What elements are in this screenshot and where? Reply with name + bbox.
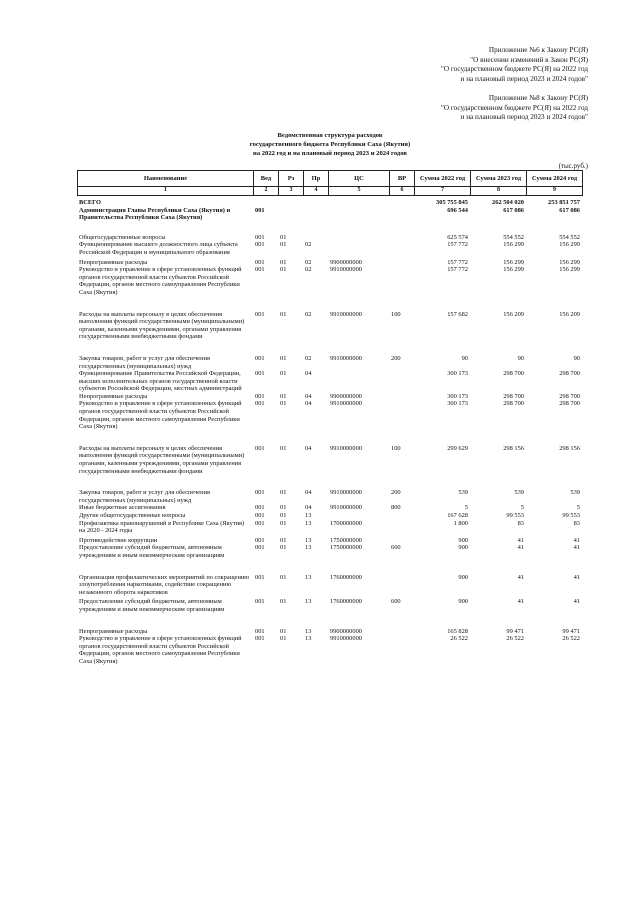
appendix-line: и на плановый период 2023 и 2024 годов"	[460, 113, 588, 121]
cell-rz: 01	[280, 519, 287, 527]
cell-sum-2023: 99 471	[506, 627, 524, 635]
column-number: 7	[415, 187, 471, 196]
cell-sum-2022: 165 828	[447, 627, 468, 635]
cell-pr: 02	[305, 266, 312, 274]
cell-rz: 01	[280, 573, 287, 581]
cell-sum-2022: 300 173	[447, 392, 468, 400]
table-row	[77, 355, 582, 370]
cell-sum-2022: 157 772	[447, 258, 468, 266]
cell-rz: 01	[280, 310, 287, 318]
cell-sum-2022: 157 772	[447, 266, 468, 274]
column-number: 6	[390, 187, 415, 196]
column-header: ВР	[390, 171, 415, 187]
row-name: Руководство и управление в сфере установленных функций органов государственной власти субъектов Российской Федерации, органов местного самоуправления Республики Саха (Якутия)	[79, 400, 242, 431]
cell-sum-2024: 156 299	[559, 241, 580, 249]
row-name: Администрация Главы Республики Саха (Якутия) и Правительства Республики Саха (Якутия)	[79, 206, 231, 222]
row-name: Функционирование Правительства Российской Федерации, высших исполнительных органов государственной власти субъектов Российской Федерации, местных администраций	[79, 370, 242, 393]
row-name: Другие общегосударственные вопросы	[79, 512, 186, 519]
spacer-cell	[77, 560, 582, 574]
cell-sum-2024: 156 299	[559, 258, 580, 266]
row-spacer	[77, 297, 582, 311]
cell-sum-2023: 539	[514, 489, 524, 497]
cell-cs: 9900000000	[330, 627, 362, 635]
cell-rz: 01	[280, 512, 287, 519]
table-row	[77, 234, 582, 242]
row-name: Непрограммные расходы	[79, 392, 148, 400]
table-row	[77, 574, 582, 597]
spacer-cell	[77, 341, 582, 355]
cell-ved	[253, 199, 278, 207]
cell-sum-2023: 41	[517, 573, 524, 581]
cell-pr: 13	[305, 536, 312, 544]
cell-cs	[328, 199, 389, 207]
cell-cs	[328, 234, 389, 242]
cell-sum-2024: 253 851 757	[548, 199, 580, 206]
cell-rz: 01	[280, 370, 287, 378]
row-name: Непрограммные расходы	[79, 258, 148, 266]
cell-sum-2022: 157 682	[447, 310, 468, 318]
row-spacer	[77, 431, 582, 445]
cell-rz	[278, 207, 303, 222]
column-number: 5	[329, 187, 390, 196]
cell-pr: 02	[305, 310, 312, 318]
column-header: ЦС	[329, 171, 390, 187]
cell-ved: 001	[255, 241, 265, 249]
column-header: Наименование	[78, 171, 254, 187]
cell-vr	[389, 234, 414, 242]
cell-ved: 001	[255, 392, 265, 400]
cell-sum-2022: 300 173	[447, 370, 468, 378]
appendix-8-header	[441, 94, 588, 123]
cell-vr: 200	[391, 354, 401, 362]
spacer-cell	[77, 297, 582, 311]
column-number: 8	[471, 187, 527, 196]
cell-sum-2024: 539	[570, 489, 580, 497]
cell-cs	[328, 512, 389, 520]
cell-sum-2022: 539	[458, 489, 468, 497]
cell-sum-2022: 900	[458, 544, 468, 552]
cell-pr: 04	[305, 504, 312, 512]
cell-pr: 04	[305, 370, 312, 378]
row-name: Иные бюджетные ассигнования	[79, 504, 166, 512]
cell-ved: 001	[255, 370, 265, 378]
cell-sum-2023: 156 209	[503, 310, 524, 318]
cell-sum-2024: 26 522	[562, 635, 580, 643]
cell-cs	[328, 207, 389, 222]
cell-pr: 02	[305, 258, 312, 266]
cell-sum-2024: 156 299	[559, 266, 580, 274]
cell-sum-2023: 83	[517, 519, 524, 527]
cell-cs: 1700000000	[330, 519, 362, 527]
cell-cs: 9910000000	[330, 266, 362, 274]
cell-sum-2022: 625 574	[447, 233, 468, 241]
cell-ved: 001	[255, 573, 265, 581]
table-row	[77, 259, 582, 267]
row-name: Расходы на выплаты персоналу в целях обеспечения выполнения функций государственными (муниципальными) органами, казенными учреждениями, органами управления государственными внебюджетными фондами	[79, 444, 245, 475]
cell-sum-2023: 41	[517, 544, 524, 552]
table-row	[77, 393, 582, 401]
row-name: Руководство и управление в сфере установленных функций органов государственной власти субъектов Российской Федерации, органов местного самоуправления Республики Саха (Якутия)	[79, 266, 242, 296]
row-name: Предоставление субсидий бюджетным, автономным учреждениям и иным некоммерческим организациям	[79, 598, 225, 613]
cell-rz: 01	[280, 504, 287, 512]
column-number: 1	[78, 187, 254, 196]
cell-rz: 01	[280, 354, 287, 362]
column-number: 2	[254, 187, 279, 196]
cell-rz: 01	[280, 635, 287, 643]
cell-cs: 9910000000	[330, 310, 362, 318]
cell-sum-2023: 298 700	[503, 370, 524, 378]
cell-sum-2024: 298 700	[559, 370, 580, 378]
appendix-line: "О внесении изменений в Закон РС(Я)	[470, 55, 588, 64]
table-row	[77, 520, 582, 535]
cell-sum-2024: 41	[573, 598, 580, 606]
cell-cs: 1760000000	[330, 598, 362, 606]
cell-sum-2024: 99 553	[562, 512, 580, 519]
cell-sum-2022: 305 755 845	[436, 199, 468, 206]
cell-sum-2022: 900	[458, 598, 468, 606]
cell-ved: 001	[255, 635, 265, 643]
cell-cs: 9910000000	[330, 400, 362, 408]
cell-pr	[303, 199, 328, 207]
title-line: Ведомственная структура расходов	[277, 132, 383, 139]
cell-sum-2023: 41	[517, 598, 524, 606]
cell-cs: 1760000000	[330, 573, 362, 581]
row-name: Непрограммные расходы	[79, 627, 148, 635]
cell-ved: 001	[255, 544, 265, 552]
cell-sum-2024: 41	[573, 573, 580, 581]
cell-sum-2022: 900	[458, 536, 468, 544]
cell-ved: 001	[255, 310, 265, 318]
row-spacer	[77, 560, 582, 574]
table-row	[77, 400, 582, 430]
cell-ved: 001	[255, 444, 265, 452]
cell-vr	[389, 370, 414, 393]
appendix-6-header	[441, 46, 588, 84]
row-name: Расходы на выплаты персоналу в целях обеспечения выполнения функций государственными (муниципальными) органами, казенными учреждениями, органами управления государственными внебюджетными фондами	[79, 310, 245, 341]
cell-ved: 001	[255, 519, 265, 527]
table-row	[77, 207, 582, 222]
cell-sum-2023: 26 522	[506, 635, 524, 643]
row-name: Закупка товаров, работ и услуг для обеспечения государственных (муниципальных) нужд	[79, 489, 210, 504]
table-header	[77, 170, 583, 196]
cell-rz: 01	[280, 627, 287, 635]
cell-sum-2024: 99 471	[562, 627, 580, 635]
row-name: Функционирование высшего должностного лица субъекта Российской Федерации и муниципального образования	[79, 241, 238, 256]
cell-sum-2023: 156 299	[503, 266, 524, 274]
cell-rz: 01	[280, 392, 287, 400]
cell-vr	[389, 628, 414, 636]
cell-sum-2023: 298 156	[503, 444, 524, 452]
cell-vr: 200	[391, 489, 401, 497]
spacer-cell	[77, 614, 582, 628]
appendix-line: "О государственном бюджете РС(Я) на 2022 год	[440, 103, 588, 112]
cell-sum-2023: 617 086	[503, 206, 524, 214]
column-header: Вед	[254, 171, 279, 187]
cell-ved: 001	[255, 536, 265, 544]
table-row	[77, 445, 582, 475]
cell-ved: 001	[255, 598, 265, 606]
cell-rz: 01	[280, 241, 287, 249]
cell-sum-2022: 157 772	[447, 241, 468, 249]
column-header: Сумма 2022 год	[415, 171, 471, 187]
spacer-cell	[77, 431, 582, 445]
spacer-cell	[77, 222, 582, 234]
cell-sum-2023: 298 700	[503, 392, 524, 400]
cell-sum-2024: 554 552	[559, 233, 580, 241]
appendix-line: Приложение №8 к Закону РС(Я)	[488, 94, 588, 102]
table-row	[77, 537, 582, 545]
row-name: Предоставление субсидий бюджетным, автономным учреждениям и иным некоммерческим организациям	[79, 544, 225, 559]
cell-vr	[389, 393, 414, 401]
cell-sum-2022: 5	[464, 504, 468, 512]
cell-rz: 01	[280, 258, 287, 266]
cell-cs: 9910000000	[330, 635, 362, 643]
cell-vr	[389, 537, 414, 545]
cell-sum-2023: 90	[517, 354, 524, 362]
expenditure-table	[77, 199, 582, 666]
cell-vr	[389, 400, 414, 430]
row-name: Общегосударственные вопросы	[79, 233, 166, 241]
cell-cs	[328, 241, 389, 256]
cell-cs: 9900000000	[330, 258, 362, 266]
cell-pr: 13	[305, 519, 312, 527]
table-row	[77, 489, 582, 504]
title-line: государственного бюджета Республики Саха (Якутия)	[249, 141, 411, 148]
cell-pr: 02	[305, 354, 312, 362]
row-name: Профилактика правонарушений в Республике Саха (Якутия) на 2020 - 2024 годы	[79, 519, 245, 535]
cell-vr: 100	[391, 310, 401, 318]
table-row	[77, 628, 582, 636]
column-header: Пр	[304, 171, 329, 187]
cell-ved: 001	[255, 258, 265, 266]
column-header: Рз	[279, 171, 304, 187]
cell-sum-2022: 299 629	[447, 444, 468, 452]
cell-cs: 9900000000	[330, 392, 362, 400]
title-line: на 2022 год и на плановый период 2023 и 2024 годов	[253, 150, 407, 157]
appendix-line: Приложение №6 к Закону РС(Я)	[488, 46, 588, 54]
cell-sum-2023: 156 299	[503, 258, 524, 266]
cell-pr: 13	[305, 573, 312, 581]
cell-rz: 01	[280, 266, 287, 274]
cell-rz: 01	[280, 598, 287, 606]
cell-sum-2024: 298 700	[559, 400, 580, 408]
cell-cs: 9910000000	[330, 489, 362, 497]
cell-pr: 04	[305, 444, 312, 452]
cell-sum-2023: 156 299	[503, 241, 524, 249]
cell-ved: 001	[255, 266, 265, 274]
cell-vr: 800	[391, 504, 401, 512]
units-label: (тыс.руб.)	[558, 162, 588, 170]
row-spacer	[77, 614, 582, 628]
cell-pr: 13	[305, 627, 312, 635]
table-body	[77, 199, 582, 666]
row-spacer	[77, 341, 582, 355]
column-header: Сумма 2023 год	[471, 171, 527, 187]
cell-sum-2022: 1 800	[453, 519, 468, 527]
cell-rz: 01	[280, 536, 287, 544]
cell-sum-2024: 298 700	[559, 392, 580, 400]
cell-sum-2024: 617 086	[559, 206, 580, 214]
cell-pr: 13	[305, 598, 312, 606]
cell-vr	[389, 520, 414, 535]
appendix-line: "О государственном бюджете РС(Я) на 2022 год	[440, 65, 588, 73]
cell-vr	[389, 635, 414, 665]
cell-ved: 001	[255, 489, 265, 497]
table-row	[77, 370, 582, 393]
cell-vr	[389, 259, 414, 267]
cell-rz: 01	[280, 444, 287, 452]
table-row	[77, 544, 582, 559]
cell-rz: 01	[280, 233, 287, 241]
cell-ved: 001	[255, 504, 265, 512]
table-row	[77, 241, 582, 256]
cell-rz: 01	[280, 544, 287, 552]
table-row	[77, 635, 582, 665]
cell-pr: 02	[305, 241, 312, 249]
cell-sum-2023: 554 552	[503, 233, 524, 241]
cell-pr: 04	[305, 392, 312, 400]
cell-pr: 04	[305, 400, 312, 408]
cell-rz: 01	[280, 400, 287, 408]
cell-vr	[389, 241, 414, 256]
cell-cs	[328, 370, 389, 393]
row-name: Руководство и управление в сфере установленных функций органов государственной власти субъектов Российской Федерации, органов местного самоуправления Республики Саха (Якутия)	[79, 635, 242, 665]
cell-sum-2024: 5	[576, 504, 580, 512]
cell-vr: 600	[391, 544, 401, 552]
row-name: Закупка товаров, работ и услуг для обеспечения государственных (муниципальных) нужд	[79, 354, 210, 370]
cell-ved: 001	[255, 627, 265, 635]
row-spacer	[77, 475, 582, 489]
cell-ved: 001	[255, 354, 265, 362]
cell-vr	[389, 266, 414, 296]
cell-ved: 001	[255, 512, 265, 519]
cell-cs: 1750000000	[330, 544, 362, 552]
cell-sum-2022: 26 522	[450, 635, 468, 643]
cell-pr	[303, 207, 328, 222]
column-number: 3	[279, 187, 304, 196]
table-row	[77, 266, 582, 296]
cell-sum-2022: 90	[461, 354, 468, 362]
cell-vr: 100	[391, 444, 401, 452]
row-name: Организация профилактических мероприятий по сокращению злоупотребления наркотиками, содействие сокращению незаконного оборота наркотиков	[79, 573, 250, 596]
cell-sum-2024: 83	[573, 519, 580, 527]
column-header: Сумма 2024 год	[527, 171, 583, 187]
cell-pr: 13	[305, 512, 312, 519]
cell-sum-2024: 41	[573, 536, 580, 544]
column-number: 9	[527, 187, 583, 196]
cell-sum-2023: 5	[520, 504, 524, 512]
table-row	[77, 504, 582, 512]
column-number: 4	[304, 187, 329, 196]
row-spacer	[77, 222, 582, 234]
cell-ved: 001	[255, 206, 265, 214]
cell-vr	[389, 199, 414, 207]
cell-pr: 13	[305, 635, 312, 643]
cell-ved: 001	[255, 400, 265, 408]
cell-sum-2024: 298 156	[559, 444, 580, 452]
cell-sum-2023: 99 553	[506, 512, 524, 519]
table-row	[77, 512, 582, 520]
cell-pr: 13	[305, 544, 312, 552]
table-row	[77, 199, 582, 207]
row-name: ВСЕГО	[79, 199, 102, 206]
cell-ved: 001	[255, 233, 265, 241]
cell-vr	[389, 512, 414, 520]
cell-sum-2022: 300 173	[447, 400, 468, 408]
cell-rz: 01	[280, 489, 287, 497]
cell-sum-2023: 298 700	[503, 400, 524, 408]
document-title	[200, 131, 460, 158]
cell-sum-2023: 41	[517, 536, 524, 544]
cell-sum-2024: 156 209	[559, 310, 580, 318]
appendix-line: и на плановый период 2023 и 2024 годов"	[460, 74, 588, 83]
table-row	[77, 598, 582, 613]
cell-vr	[389, 207, 414, 222]
cell-rz	[278, 199, 303, 207]
cell-sum-2024: 41	[573, 544, 580, 552]
spacer-cell	[77, 475, 582, 489]
cell-pr	[303, 234, 328, 242]
cell-vr: 600	[391, 598, 401, 606]
cell-cs: 9910000000	[330, 504, 362, 512]
cell-sum-2022: 167 628	[447, 512, 468, 519]
cell-sum-2022: 900	[458, 573, 468, 581]
cell-sum-2022: 696 544	[447, 206, 468, 214]
row-name: Противодействие коррупции	[79, 536, 158, 544]
cell-sum-2023: 262 504 020	[492, 199, 524, 206]
cell-cs: 9910000000	[330, 444, 362, 452]
cell-cs: 9910000000	[330, 354, 362, 362]
cell-sum-2024: 90	[573, 354, 580, 362]
cell-vr	[389, 574, 414, 597]
table-row	[77, 311, 582, 341]
cell-cs: 1750000000	[330, 536, 362, 544]
cell-pr: 04	[305, 489, 312, 497]
